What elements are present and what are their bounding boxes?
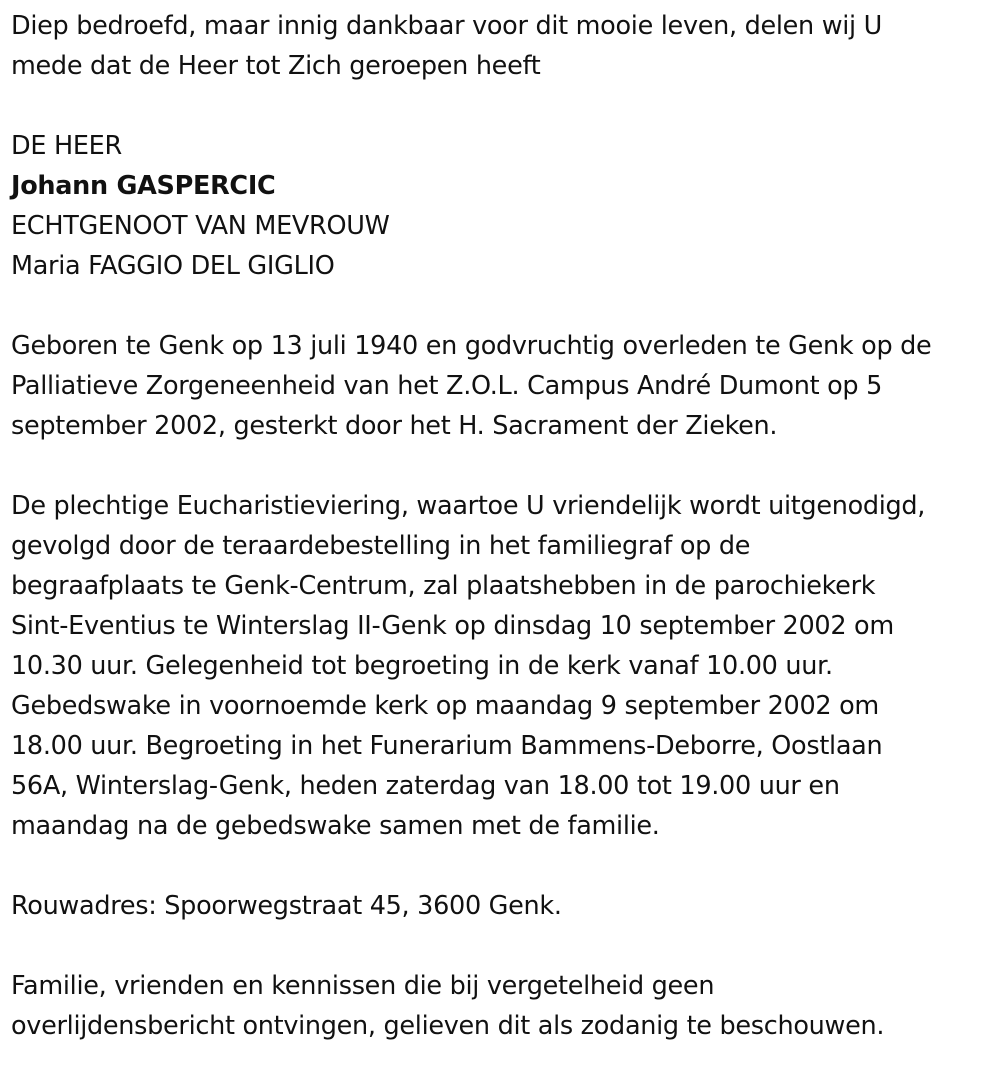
relation-label: ECHTGENOOT VAN MEVROUW	[11, 211, 390, 241]
address-line: Rouwadres: Spoorwegstraat 45, 3600 Genk.	[11, 891, 562, 921]
birth-death-line: september 2002, gesterkt door het H. Sacrament der Zieken.	[11, 411, 778, 441]
closing-line: Familie, vrienden en kennissen die bij vergetelheid geen	[11, 971, 715, 1001]
paragraph-gap	[11, 286, 996, 326]
closing-line: overlijdensbericht ontvingen, gelieven dit als zodanig te beschouwen.	[11, 1011, 885, 1041]
obituary-notice	[11, 6, 996, 1046]
ceremony-line: Sint-Eventius te Winterslag II-Genk op dinsdag 10 september 2002 om	[11, 611, 894, 641]
ceremony-line: 56A, Winterslag-Genk, heden zaterdag van 18.00 tot 19.00 uur en	[11, 771, 840, 801]
spouse-name: Maria FAGGIO DEL GIGLIO	[11, 251, 335, 281]
ceremony-line: gevolgd door de teraardebestelling in het familiegraf op de	[11, 531, 751, 561]
deceased-block	[11, 126, 996, 286]
birth-death-line: Palliatieve Zorgeneenheid van het Z.O.L. Campus André Dumont op 5	[11, 371, 883, 401]
mourning-address	[11, 886, 996, 926]
honorific-title: DE HEER	[11, 131, 122, 161]
birth-death-paragraph	[11, 326, 996, 446]
ceremony-line: 10.30 uur. Gelegenheid tot begroeting in de kerk vanaf 10.00 uur.	[11, 651, 833, 681]
closing-paragraph	[11, 966, 996, 1046]
deceased-name: Johann GASPERCIC	[11, 171, 276, 201]
ceremony-line: maandag na de gebedswake samen met de familie.	[11, 811, 660, 841]
ceremony-line: 18.00 uur. Begroeting in het Funerarium Bammens-Deborre, Oostlaan	[11, 731, 883, 761]
birth-death-line: Geboren te Genk op 13 juli 1940 en godvruchtig overleden te Genk op de	[11, 331, 932, 361]
paragraph-gap	[11, 846, 996, 886]
ceremony-paragraph	[11, 486, 996, 846]
ceremony-line: begraafplaats te Genk-Centrum, zal plaatshebben in de parochiekerk	[11, 571, 876, 601]
ceremony-line: De plechtige Eucharistieviering, waartoe U vriendelijk wordt uitgenodigd,	[11, 491, 926, 521]
paragraph-gap	[11, 446, 996, 486]
intro-line: Diep bedroefd, maar innig dankbaar voor dit mooie leven, delen wij U	[11, 11, 883, 41]
paragraph-gap	[11, 926, 996, 966]
ceremony-line: Gebedswake in voornoemde kerk op maandag 9 september 2002 om	[11, 691, 879, 721]
intro-line: mede dat de Heer tot Zich geroepen heeft	[11, 51, 541, 81]
intro-paragraph	[11, 6, 996, 86]
paragraph-gap	[11, 86, 996, 126]
